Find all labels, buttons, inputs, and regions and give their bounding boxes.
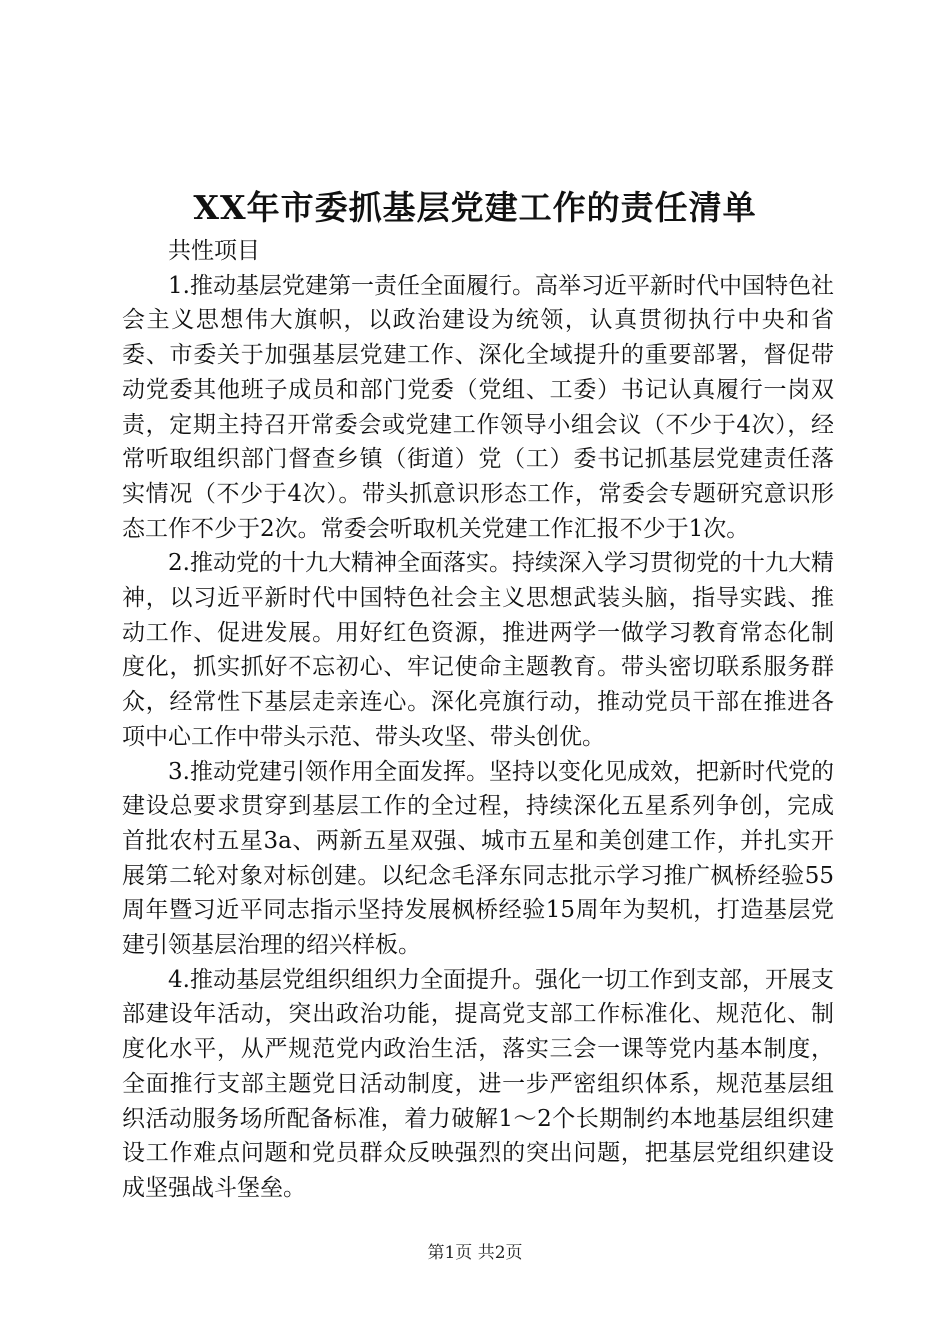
paragraph-2: 2.推动党的十九大精神全面落实。持续深入学习贯彻党的十九大精神，以习近平新时代中国特色社会主义思想武装头脑，指导实践、推动工作、促进发展。用好红色资源，推进两学一做学习教育常态化制度化，抓实抓好不忘初心、牢记使命主题教育。带头密切联系服务群众，经常性下基层走亲连心。深化亮旗行动，推动党员干部在推进各项中心工作中带头示范、带头攻坚、带头创优。	[122, 550, 834, 750]
paragraph-4: 4.推动基层党组织组织力全面提升。强化一切工作到支部，开展支部建设年活动，突出政治功能，提高党支部工作标准化、规范化、制度化水平，从严规范党内政治生活，落实三会一课等党内基本制度，全面推行支部主题党日活动制度，进一步严密组织体系，规范基层组织活动服务场所配备标准，着力破解1～2个长期制约本地基层组织建设工作难点问题和党员群众反映强烈的突出问题，把基层党组织建设成坚强战斗堡垒。	[122, 966, 834, 1201]
document-body	[122, 234, 834, 1206]
paragraph-1: 1.推动基层党建第一责任全面履行。高举习近平新时代中国特色社会主义思想伟大旗帜，以政治建设为统领，认真贯彻执行中央和省委、市委关于加强基层党建工作、深化全域提升的重要部署，督促带动党委其他班子成员和部门党委（党组、工委）书记认真履行一岗双责，定期主持召开常委会或党建工作领导小组会议（不少于4次），经常听取组织部门督查乡镇（街道）党（工）委书记抓基层党建责任落实情况（不少于4次）。带头抓意识形态工作，常委会专题研究意识形态工作不少于2次。常委会听取机关党建工作汇报不少于1次。	[122, 272, 834, 542]
page-footer: 第1页 共2页	[427, 1243, 523, 1263]
paragraph-3: 3.推动党建引领作用全面发挥。坚持以变化见成效，把新时代党的建设总要求贯穿到基层工作的全过程，持续深化五星系列争创，完成首批农村五星3a、两新五星双强、城市五星和美创建工作，并扎实开展第二轮对象对标创建。以纪念毛泽东同志批示学习推广枫桥经验55周年暨习近平同志指示坚持发展枫桥经验15周年为契机，打造基层党建引领基层治理的绍兴样板。	[122, 758, 834, 959]
document-title: XX年市委抓基层党建工作的责任清单	[193, 188, 757, 227]
section-label: 共性项目	[168, 238, 260, 264]
